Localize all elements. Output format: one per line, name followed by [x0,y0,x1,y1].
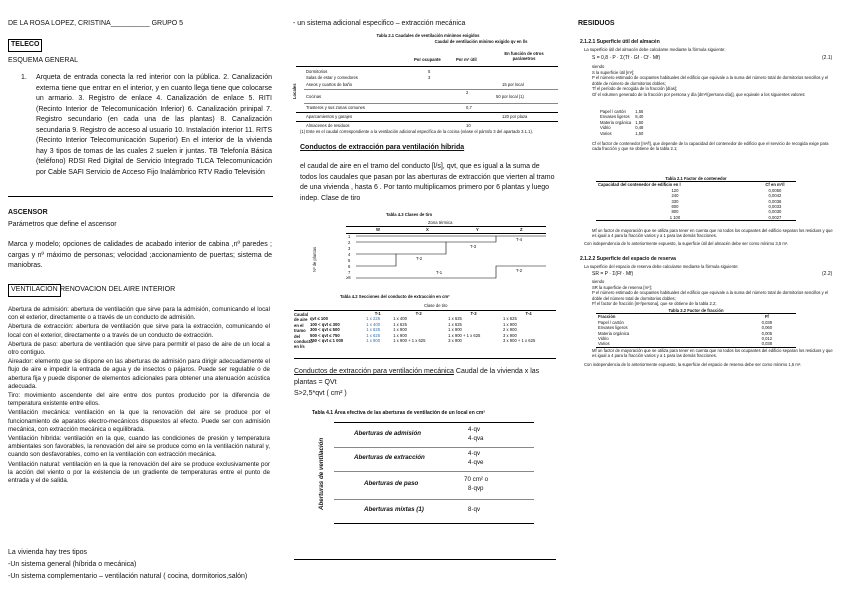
table-row [306,114,556,119]
cell: 10 [466,123,471,128]
zone-header: Y [476,227,479,232]
cell: Vidrio [600,125,611,131]
definition-item: Gf el volumen generado de la fracción por persona y día [dm³/(persona·día)], que equivale a los siguientes valores: [592,91,806,97]
cell: 1 x 400 [393,316,407,322]
cell: 240 [671,193,679,199]
cell: 600 [671,204,679,210]
side-label: Nº de plantas [312,246,317,272]
table-row [334,423,534,448]
cell: 1 x 225 [366,316,381,322]
table-rule [294,358,556,359]
fraccion-grid [596,313,796,347]
cell: Aberturas de extracción [354,454,425,461]
floor-label: 4 [348,252,351,257]
definition-paragraph: Abertura de paso: abertura de ventilación que sirve para permitir el paso de aire de un local a otro contiguo. [8,340,270,357]
cell: 3 x 900 + 1 x 625 [503,338,536,344]
ventilacion-definitions [8,306,270,485]
cell: Trasteros y sus zonas comunes [306,105,365,110]
cell: 1 x 625 [448,321,462,327]
section-title: 2.1.2.2 Superficie del espacio de reserva [580,256,676,262]
cell: 1 x 900 + 1 x 625 [448,332,481,338]
column-header: Cf en m²/l [765,182,785,188]
table-caption: Tabla 4.2 Secciones del conducto de extracción en cm² [340,294,450,299]
cell: qvt ≤ 100 [310,316,328,322]
cell: 100 < qvt ≤ 300 [310,321,340,327]
cell: 0,038 [761,341,773,347]
cell: 70 cm² o [464,476,489,483]
column-header: T-3 [470,311,477,316]
definition-item: P el número estimado de ocupantes habituales del edificio que equivale a la suma del número total de dormitorios sencillos y el doble del número total de dormitorios dobles; [592,290,829,301]
cell: 1 x 625 [393,321,407,327]
tiro-label: T-2 [516,268,523,273]
table-row [596,215,796,221]
cell: 3 [428,75,431,80]
definition-item: Cf el factor de contenedor [m²/l], que depende de la capacidad del contenedor de edificio que el servicio de recogida exige para cada fracción y que se obtiene de la tabla 2.1; [592,141,829,152]
ventilacion-subtitle: RENOVACION DEL AIRE INTERIOR [60,286,176,293]
definition-item: Ff el factor de fracción [m²/persona], que se obtiene de la tabla 2.2; [592,301,717,307]
cell: 0,7 [466,105,472,110]
list-item [598,131,645,136]
aberturas-table [312,410,538,522]
cell: 2 [466,90,469,95]
floor-label: 2 [348,240,351,245]
esquema-text: Arqueta de entrada conecta la red interior con la pública. 2. Canalización externa tiene que entrar en el interior, y en cuanto llega tiene que colocarse un armario. 3. Registro de enlace 4. Canalización de enlace 5. RITI (Recinto Interior de Telecomunicación Inferior) 6. Canalización prinipal 7. Registro secundario (en cada una de las plantas) 8. Canalización secundaria 9. Registro de acceso al usuario 10. Instalación interior 11. RITS (Recinto Interior Telecomunicación Superior) En el interior de la vivienda hay 3 tipos de tomas de las cuales 2 suelen ir juntas. TB Telefonía Básica (teléfono) RDSI Red Digital de Servicio Integrado TLCA Telecomunicación por Cable SAFI Servicio de Acceso Fijo Inalámbrico RTV Radio Televisión [36,74,272,176]
side-label: Caudal de aire en el tramo del conducto en l/s [294,312,313,350]
table-caption: Tabla 2.1 Factor de contenedor [665,176,727,181]
definition-item: Mf un factor de mayoración que se utiliza para tener en cuenta que no todos los ocupantes del edificio separan los residuos y que es igual a 4 para la fracción varios y a 1 para las demás fracciones. [592,348,833,359]
cell: 1 x 900 [448,327,462,333]
cell: 1 100 [669,214,681,220]
contenedor-grid [596,181,796,221]
cell: Salas de estar y comedores [306,75,358,80]
tiro-label: T-3 [470,244,477,249]
cell: 1 x 900 [393,332,407,338]
cell: Almacenes de residuos [306,123,350,128]
definitions-list [592,70,836,97]
table-row [306,69,431,74]
cell: 3 x 900 [448,338,462,344]
definition-paragraph: Ventilación híbrida: ventilación en la que, cuando las condiciones de presión y temperatura ambientales son favorables, la renovación del aire se produce como en la ventilación natural y, cuando son desfavorables, como en la ventilación con extracción mecánica. [8,435,270,459]
cell: 800 [671,209,679,215]
cell: 330 [671,198,679,204]
tiro-label: T-2 [416,256,423,261]
cell: 8·qv [468,506,481,513]
cell: 1 x 900 [393,327,407,333]
table-rule [296,66,558,67]
cell: 4·qve [468,459,484,466]
aberturas-grid [334,422,534,524]
mecanica-block [294,367,556,388]
clases-tiro-table [312,212,548,280]
zone-header: Z [520,227,523,232]
cell: 4·qva [468,435,484,442]
cell: 8·qvp [468,485,484,492]
cell: 0,0036 [768,198,782,204]
table-row [596,341,796,347]
tiro-label: T-1 [436,270,443,275]
zone-header: W [376,227,380,232]
definition-paragraph: Ventilación natural: ventilación en la que la renovación del aire se produce exclusivamente por la acción del viento o por la existencia de un gradiente de temperaturas entre el punto de entrada y el de salida. [8,460,270,485]
table-group-header: Clase de tiro [424,303,448,308]
section-title: 2.1.2.1 Superficie útil del almacén [580,39,660,45]
side-label: Aberturas de ventilación [318,437,325,510]
cell: 0,0027 [768,214,782,220]
cell: Aberturas de paso [364,480,419,487]
cell: 120 [671,187,679,193]
seccion-formula: S>2,5*qvt ( cm² ) [294,390,347,397]
zone-step-lines [316,212,548,282]
column-header: Por m² útil [456,57,477,62]
formula: SR = P · Σ(Ff · Mf) [592,271,634,277]
cell: 0,0030 [768,209,782,215]
definition-paragraph: Tiro: movimiento ascendente del aire entre dos puntos producido por la diferencia de temperatura existente entre ellos. [8,392,270,408]
cell: 1 x 900 + 1 x 625 [393,338,426,344]
cell: Papel / cartón [598,319,624,325]
cell: Aparcamientos y garajes [306,114,353,119]
student-header: DE LA ROSA LOPEZ, CRISTINA__________ GRUPO 5 [8,20,184,27]
cell: Materia orgánica [600,119,632,125]
siendo-label: siendo [592,279,605,284]
mecanica-text: Caudal de la vivienda x las plantas = QVt [294,368,540,386]
table-rule [296,112,558,113]
instruction-text: Con independencia de lo anteriormente expuesto, la superficie del espacio de reserva debe ser como mínimo 1,5 m². [584,362,802,367]
column-header: Por ocupante [414,57,441,62]
cell: Aseos y cuartos de baño [306,82,353,87]
factor-contenedor-table [596,176,796,221]
cell: 15 por local [502,82,524,87]
secciones-table [294,294,556,360]
table-row [306,90,556,99]
cell: 300 < qvt ≤ 500 [310,327,340,333]
table-row [306,123,471,128]
cell: 750 < qvt ≤ 1 000 [310,338,344,344]
cell: Varios [598,341,610,347]
ascensor-title: ASCENSOR [8,209,48,216]
table-caption: Tabla 4.3 Clases de tiro [386,212,433,217]
table-rule [304,89,558,90]
ascensor-text: Marca y modelo; opciones de calidades de acabado interior de cabina ,nº paredes ; cargas y nº máximo de personas; velocidad ;accionamiento de puertas; sistema de maniobras. [8,241,272,269]
definition-item: S la superficie útil [m²]; [592,70,635,75]
zone-header: X [426,227,429,232]
column-header: T-2 [415,311,422,316]
definition-paragraph: Abertura de admisión: abertura de ventilación que sirve para la admisión, comunicando el local con el exterior, directamente o a través de un conducto de admisión. [8,306,270,322]
cell: 1 x 625 [366,332,381,338]
cell: 1 x 900 [366,338,381,344]
table-row [306,82,556,87]
definition-item: Mf un factor de mayoración que se utiliza para tener en cuenta que no todos los ocupantes del edificio separan los residuos y que es igual a 4 para la fracción varios y a 1 para las demás fracciones. [592,228,833,239]
cell: 0,060 [761,325,773,331]
cell: 0,0042 [768,193,782,199]
formula: S = 0,8 · P · Σ(Tf · Gf · Cf · Mf) [592,55,661,61]
table-caption: Tabla 2.2 Factor de fracción [668,308,724,313]
gf-values [598,109,645,136]
table-row [306,105,472,110]
mecanica-title: Conductos de extracción para ventilación mecánica [294,368,454,375]
definition-paragraph: Abertura de extracción: abertura de ventilación que sirve para la extracción, comunicando el local con el exterior, directamente o a través de un conducto de extracción. [8,323,270,339]
definition-paragraph: Ventilación mecánica: ventilación en la que la renovación del aire se produce por el funcionamiento de aparatos electro-mecánicos dispuestos al efecto. Puede ser con admisión mecánica, con extracción mecánica o equilibrada. [8,409,270,433]
table-caption: Tabla 4.1 Área efectiva de las aberturas de ventilación de un local en cm² [312,410,486,416]
cell: Materia orgánica [598,330,630,336]
cell: Aberturas de admisión [354,430,422,437]
cell: 1,50 [635,119,644,125]
cell: 2 x 900 [503,327,517,333]
tiro-label: T-4 [516,237,523,242]
definition-item: P el número estimado de ocupantes habituales del edificio que equivale a la suma del número total de dormitorios sencillos y el doble de número de dormitorios dobles; [592,75,829,86]
secciones-grid [308,311,556,343]
vivienda-item: -Un sistema general (híbrida o mecánica) [8,561,137,568]
cell: Envases ligeros [598,325,628,331]
vivienda-item: -Un sistema complementario – ventilación natural ( cocina, dormitorios,salón) [8,573,248,580]
column-header: En función de otros parámetros [504,51,544,62]
column-header: Ff [764,314,769,320]
table-row [334,499,534,523]
floor-label: 6 [348,264,351,269]
ventilacion-title: VENTILACION [8,284,61,297]
floor-label: 1 [348,234,351,239]
vivienda-title: La vivienda hay tres tipos [8,549,87,556]
cell: 8,40 [635,114,644,120]
hibrida-title: Conductos de extracción para ventilación híbrida [300,144,465,151]
cell: 50 por local (1) [496,94,524,99]
cell: Varios [600,130,612,136]
formula-ref: (2.2) [822,271,833,277]
cell: 120 por plaza [502,114,528,119]
instruction-text: La superficie del espacio de reserva debe calcularse mediante la fórmula siguiente: [584,264,739,269]
column-header: Fracción [598,314,616,320]
cell: 1,50 [635,130,644,136]
cell: 0,039 [761,319,773,325]
factor-fraccion-table [596,308,796,348]
cell: 4·qv [468,450,481,457]
cell: 0,012 [761,336,773,342]
cell: 5 [428,69,431,74]
floor-label: ≥8 [346,275,351,280]
column-header: T-1 [374,311,381,316]
cell: Vidrio [598,336,609,342]
cell: 0,48 [635,125,644,131]
definition-paragraph: Aireador: elemento que se dispone en las aberturas de admisión para dirigir adecuadamente el flujo de aire e impedir la entrada de agua y de insectos o pájaros. Puede ser regulable o de abertura fija y puede disponer de elementos adicionales para obtener una atenuación acústica adecuada. [8,358,270,390]
table-group-header: Caudal de ventilación mínimo exigido qv en l/s [434,39,528,44]
column-header: Capacidad del contenedor de edificio en l [598,182,681,188]
table-row [308,338,556,343]
section-divider [294,559,556,560]
cell: 1,55 [635,109,644,114]
cell: Envases ligeros [600,114,630,120]
cell: 1 x 625 [366,327,381,333]
table-group-header: Zona térmica [428,220,453,225]
cell: 1 x 400 [366,321,381,327]
hibrida-text: el caudal de aire en el tramo del conducto [l/s], qvt, que es igual a la suma de todos los caudales que pasan por las aberturas de extracción que vierten al tramo de una vivienda , hasta 6 . Por tanto multiplicamos primero por 6 plantas y luego indep. Clase de tiro [300,163,555,202]
cell: 1 x 900 [503,321,517,327]
definition-item: SR la superficie de reserva [m²]; [592,285,652,290]
caudales-table [292,33,560,134]
table-footnote: (1) Este es el caudal correspondiente a la ventilación adicional específica de la cocina (véase el párrafo 3 del apartado 3.1.1). [300,129,534,134]
table-rule [304,103,558,104]
cell: 0,005 [761,330,773,336]
siendo-label: siendo [592,64,605,69]
definitions-list [592,285,836,307]
cell: Dormitorios [306,69,328,74]
table-caption: Tabla 2.1 Caudales de ventilación mínimos exigidos [376,33,480,38]
esquema-number: 1. [21,74,27,81]
instruction-text: Con independencia de lo anteriormente expuesto, la superficie útil del almacén debe ser como mínimo 3,5 m². [584,241,789,246]
teleco-title: TELECO [8,39,42,52]
column-header: T-4 [525,311,532,316]
floor-label: 5 [348,258,351,263]
definition-item: Tf el período de recogida de la fracción [días]; [592,86,678,92]
table-row [334,471,534,500]
cell: Aberturas mixtas (1) [364,506,424,513]
cell: 4·qv [468,426,481,433]
cell: 3 x 900 [503,332,517,338]
residuos-heading: RESIDUOS [578,20,615,27]
cell: Papel / cartón [600,109,626,114]
table-row [334,447,534,472]
cell: Cocinas [306,94,322,99]
ascensor-subtitle: Parámetros que define el ascensor [8,221,117,228]
instruction-text: La superficie útil del almacén debe calcularse mediante la fórmula siguiente: [584,47,726,52]
table-row [306,75,431,80]
cell: 500 < qvt ≤ 750 [310,332,340,338]
cell: 0,0050 [768,187,782,193]
table-rule [296,121,558,122]
side-label: Locales [292,83,297,99]
middle-heading: - un sistema adicional especifico – extracción mecánica [293,20,466,27]
esquema-title: ESQUEMA GENERAL [8,57,79,64]
cell: 1 x 625 [503,316,517,322]
formula-ref: (2.1) [822,55,833,61]
floor-label: 7 [348,270,351,275]
cell: 1 x 625 [448,316,462,322]
cell: 0,0033 [768,204,782,210]
section-divider [8,196,273,197]
floor-label: 3 [348,246,351,251]
